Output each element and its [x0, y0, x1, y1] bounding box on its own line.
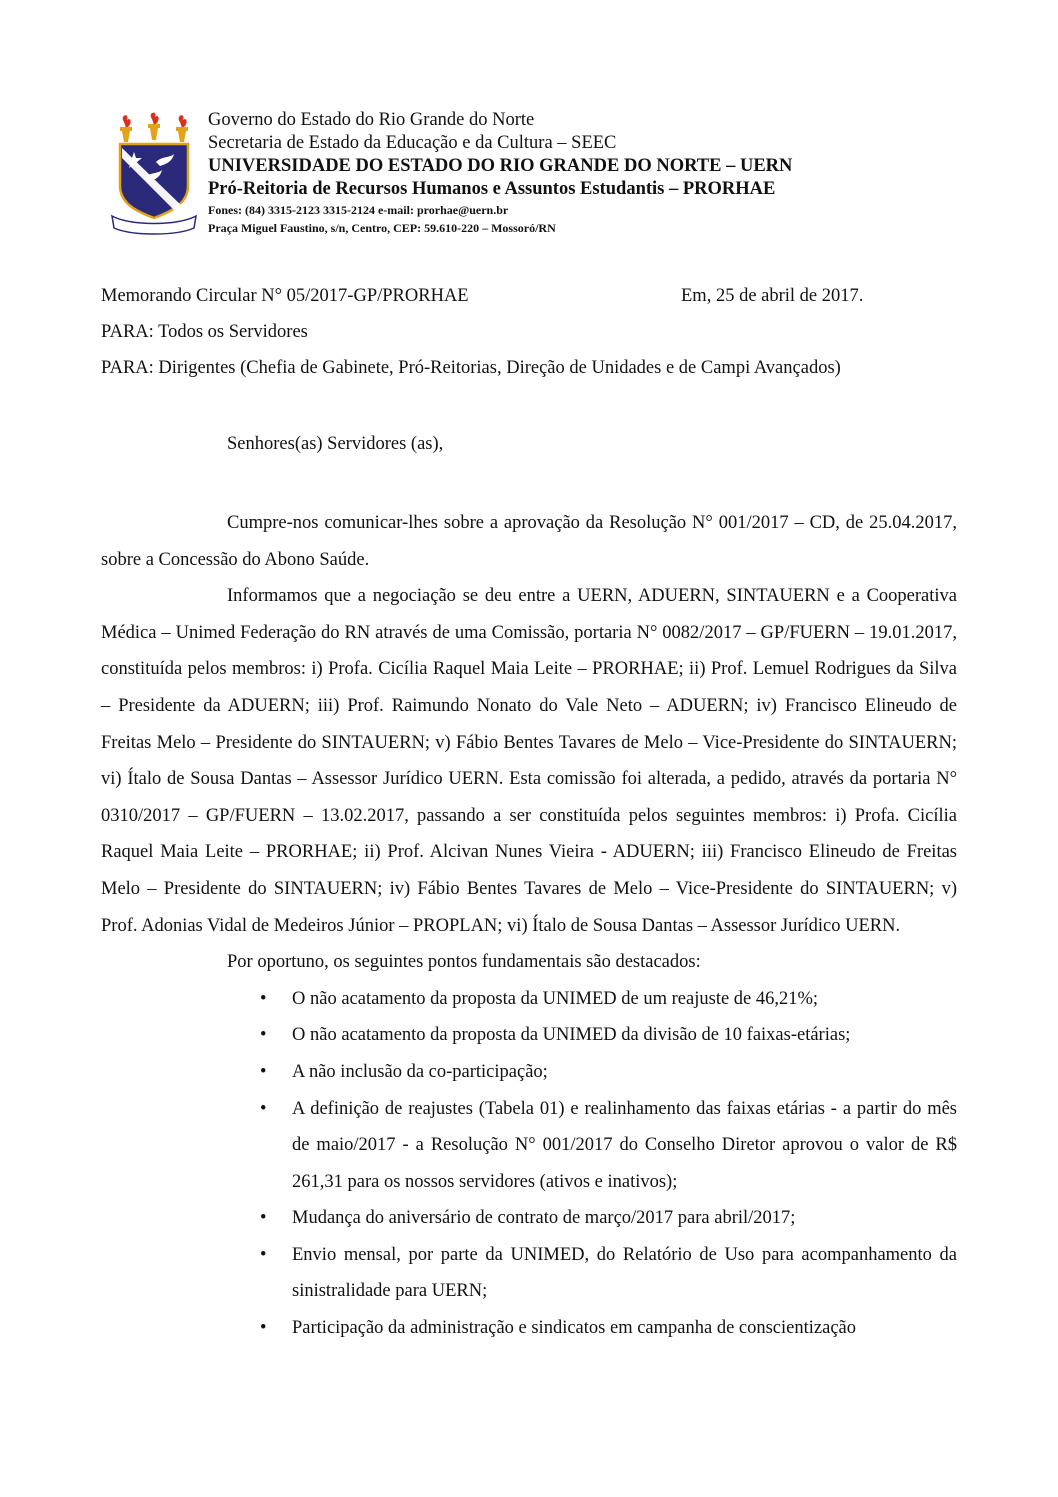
memo-number: Memorando Circular N° 05/2017-GP/PRORHAE	[101, 286, 469, 306]
key-points-list	[101, 981, 957, 1347]
list-item	[260, 1310, 957, 1347]
list-item-text: Mudança do aniversário de contrato de março/2017 para abril/2017;	[292, 1208, 796, 1229]
bullet-icon: •	[260, 1318, 267, 1339]
letterhead-university: UNIVERSIDADE DO ESTADO DO RIO GRANDE DO NORTE – UERN	[208, 156, 793, 176]
list-item	[260, 1200, 957, 1237]
letterhead-secretariat: Secretaria de Estado da Educação e da Cultura – SEEC	[208, 133, 617, 153]
bullet-icon: •	[260, 1098, 267, 1119]
letterhead-pro-rectory: Pró-Reitoria de Recursos Humanos e Assuntos Estudantis – PRORHAE	[208, 179, 776, 199]
list-item-text: A definição de reajustes (Tabela 01) e realinhamento das faixas etárias - a partir do mês de maio/2017 - a Resolução N° 001/2017 do Conselho Diretor aprovou o valor de R$ 261,31 para os nossos servidores (ativos e inativos);	[292, 1098, 957, 1192]
list-item	[260, 1017, 957, 1054]
list-item-text: O não acatamento da proposta da UNIMED de um reajuste de 46,21%;	[292, 988, 819, 1009]
memo-recipient-all: PARA: Todos os Servidores	[101, 322, 308, 342]
paragraph-negotiation: Informamos que a negociação se deu entre a UERN, ADUERN, SINTAUERN e a Cooperativa Médica – Unimed Federação do RN através de uma Comissão, portaria N° 0082/2017 – GP/FUERN – 19.01.2017, constituída pelos membros: i) Profa. Cicília Raquel Maia Leite – PRORHAE; ii) Prof. Lemuel Rodrigues da Silva – Presidente da ADUERN; iii) Prof. Raimundo Nonato do Vale Neto – ADUERN; iv) Francisco Elineudo de Freitas Melo – Presidente do SINTAUERN; v) Fábio Bentes Tavares de Melo – Vice-Presidente do SINTAUERN; vi) Ítalo de Sousa Dantas – Assessor Jurídico UERN. Esta comissão foi alterada, a pedido, através da portaria N° 0310/2017 – GP/FUERN – 13.02.2017, passando a ser constituída pelos seguintes membros: i) Profa. Cicília Raquel Maia Leite – PRORHAE; ii) Prof. Alcivan Nunes Vieira - ADUERN; iii) Francisco Elineudo de Freitas Melo – Presidente do SINTAUERN; iv) Fábio Bentes Tavares de Melo – Vice-Presidente do SINTAUERN; v) Prof. Adonias Vidal de Medeiros Júnior – PROPLAN; vi) Ítalo de Sousa Dantas – Assessor Jurídico UERN.	[101, 586, 957, 936]
torch-icon-right	[176, 115, 188, 142]
memo-date: Em, 25 de abril de 2017.	[681, 286, 864, 306]
letterhead-address: Praça Miguel Faustino, s/n, Centro, CEP: 59.610-220 – Mossoró/RN	[208, 221, 556, 235]
paragraph-approval: Cumpre-nos comunicar-lhes sobre a aprovação da Resolução N° 001/2017 – CD, de 25.04.2017, sobre a Concessão do Abono Saúde.	[101, 513, 957, 570]
list-item	[260, 981, 957, 1018]
memo-body	[101, 505, 957, 1347]
bullet-icon: •	[260, 1244, 267, 1265]
list-item-text: Participação da administração e sindicatos em campanha de conscientização	[292, 1318, 856, 1339]
letterhead-contacts: Fones: (84) 3315-2123 3315-2124 e-mail: prorhae@uern.br	[208, 203, 509, 217]
list-item	[260, 1091, 957, 1201]
bullet-icon: •	[260, 1061, 267, 1082]
letterhead	[208, 109, 1008, 237]
uern-logo	[110, 112, 198, 236]
list-item-text: A não inclusão da co-participação;	[292, 1061, 548, 1082]
bullet-icon: •	[260, 1208, 267, 1229]
paragraph-key-points-intro: Por oportuno, os seguintes pontos fundamentais são destacados:	[227, 952, 701, 973]
list-item	[260, 1054, 957, 1091]
bullet-icon: •	[260, 1025, 267, 1046]
torch-icon-left	[120, 115, 132, 142]
list-item	[260, 1237, 957, 1310]
salutation: Senhores(as) Servidores (as),	[227, 434, 444, 454]
memo-recipient-managers: PARA: Dirigentes (Chefia de Gabinete, Pró-Reitorias, Direção de Unidades e de Campi Avançados)	[101, 358, 841, 378]
list-item-text: O não acatamento da proposta da UNIMED da divisão de 10 faixas-etárias;	[292, 1025, 851, 1046]
torch-icon-center	[148, 113, 160, 140]
list-item-text: Envio mensal, por parte da UNIMED, do Relatório de Uso para acompanhamento da sinistralidade para UERN;	[292, 1244, 957, 1302]
bullet-icon: •	[260, 988, 267, 1009]
letterhead-government: Governo do Estado do Rio Grande do Norte	[208, 110, 535, 130]
